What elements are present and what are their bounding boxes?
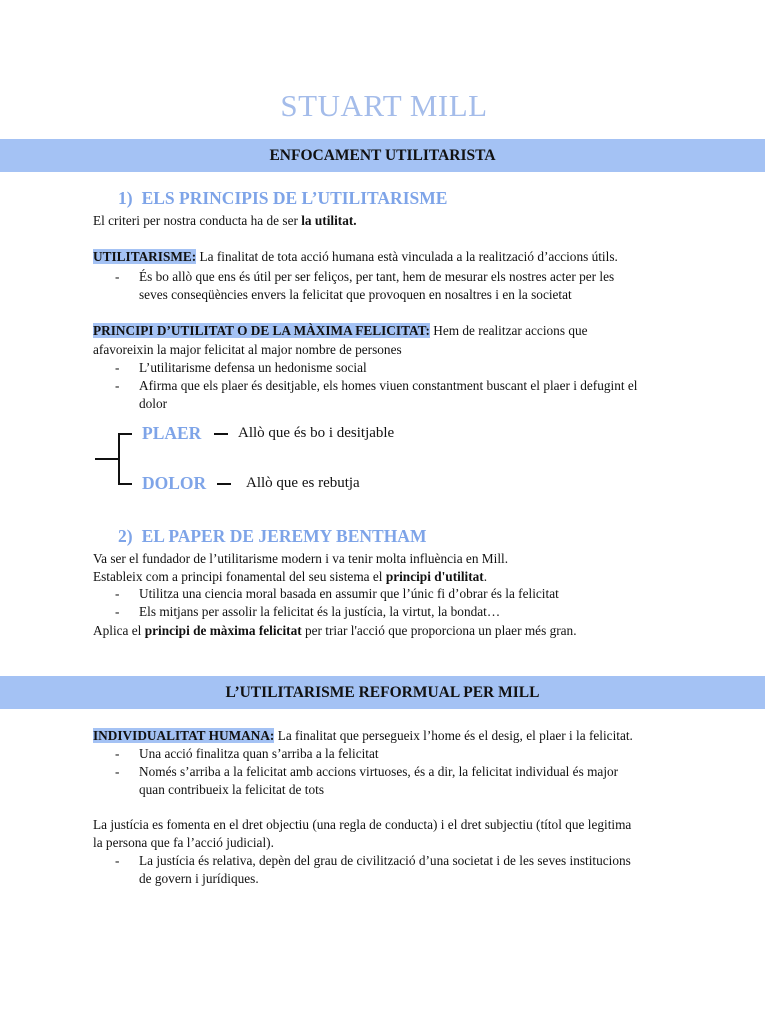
bracket-line <box>95 434 132 484</box>
bullet-dash: - <box>115 746 120 761</box>
paragraph-individualitat: INDIVIDUALITAT HUMANA: La finalitat que persegueix l’home és el desig, el plaer i la felicitat. <box>93 728 633 743</box>
bullet-dash: - <box>115 764 120 779</box>
section-heading-text: ELS PRINCIPIS DE L’UTILITARISME <box>141 188 448 208</box>
paragraph-principi-line2: afavoreixin la major felicitat al major nombre de persones <box>93 342 402 357</box>
section-heading-2 <box>118 526 426 547</box>
paragraph-justicia: La justícia es fomenta en el dret objectiu (una regla de conducta) i el dret subjectiu (títol que legitima <box>93 817 632 832</box>
paragraph-aplica: Aplica el principi de màxima felicitat per triar l'acció que proporciona un plaer més gran. <box>93 623 577 638</box>
paragraph-estableix: Estableix com a principi fonamental del seu sistema el principi d'utilitat. <box>93 569 488 584</box>
diagram-dash <box>214 433 228 435</box>
highlight-term: UTILITARISME: <box>93 249 197 264</box>
paragraph-criteri: El criteri per nostra conducta ha de ser la utilitat. <box>93 213 357 228</box>
bullet-dash: - <box>115 853 120 868</box>
paragraph-bentham: Va ser el fundador de l’utilitarisme modern i va tenir molta influència en Mill. <box>93 551 509 566</box>
bullet-dash: - <box>115 269 120 284</box>
diagram-term-dolor: DOLOR <box>142 473 207 493</box>
bold-term: principi de màxima felicitat <box>144 623 302 638</box>
diagram-definition-dolor: Allò que es rebutja <box>246 475 360 491</box>
bullet-dash: - <box>115 378 120 393</box>
section-number: 1) <box>118 188 133 208</box>
highlight-term: PRINCIPI D’UTILITAT O DE LA MÀXIMA FELICITAT: <box>93 323 430 338</box>
page-title: STUART MILL <box>280 88 488 123</box>
section-band-enfocament: ENFOCAMENT UTILITARISTA <box>0 139 765 172</box>
diagram-definition-plaer: Allò que és bo i desitjable <box>238 425 395 441</box>
diagram-dash <box>217 483 231 485</box>
section-number: 2) <box>118 526 133 546</box>
bullet-dash: - <box>115 586 120 601</box>
paragraph-principi: PRINCIPI D’UTILITAT O DE LA MÀXIMA FELICITAT: Hem de realitzar accions que <box>93 323 588 338</box>
highlight-term: INDIVIDUALITAT HUMANA: <box>93 728 275 743</box>
bullet-dash: - <box>115 360 120 375</box>
bold-term: la utilitat. <box>301 213 357 228</box>
bullet-dash: - <box>115 604 120 619</box>
bold-term: principi d'utilitat <box>385 569 484 584</box>
bracket-diagram <box>90 428 140 490</box>
paragraph-justicia-line2: la persona que fa l’acció judicial). <box>93 835 274 850</box>
section-band-reformulat: L’UTILITARISME REFORMUAL PER MILL <box>0 676 765 709</box>
paragraph-utilitarisme: UTILITARISME: La finalitat de tota acció humana està vinculada a la realització d’accions útils. <box>93 249 618 264</box>
section-heading-1 <box>118 188 447 209</box>
section-heading-text: EL PAPER DE JEREMY BENTHAM <box>141 526 427 546</box>
diagram-term-plaer: PLAER <box>142 423 202 443</box>
